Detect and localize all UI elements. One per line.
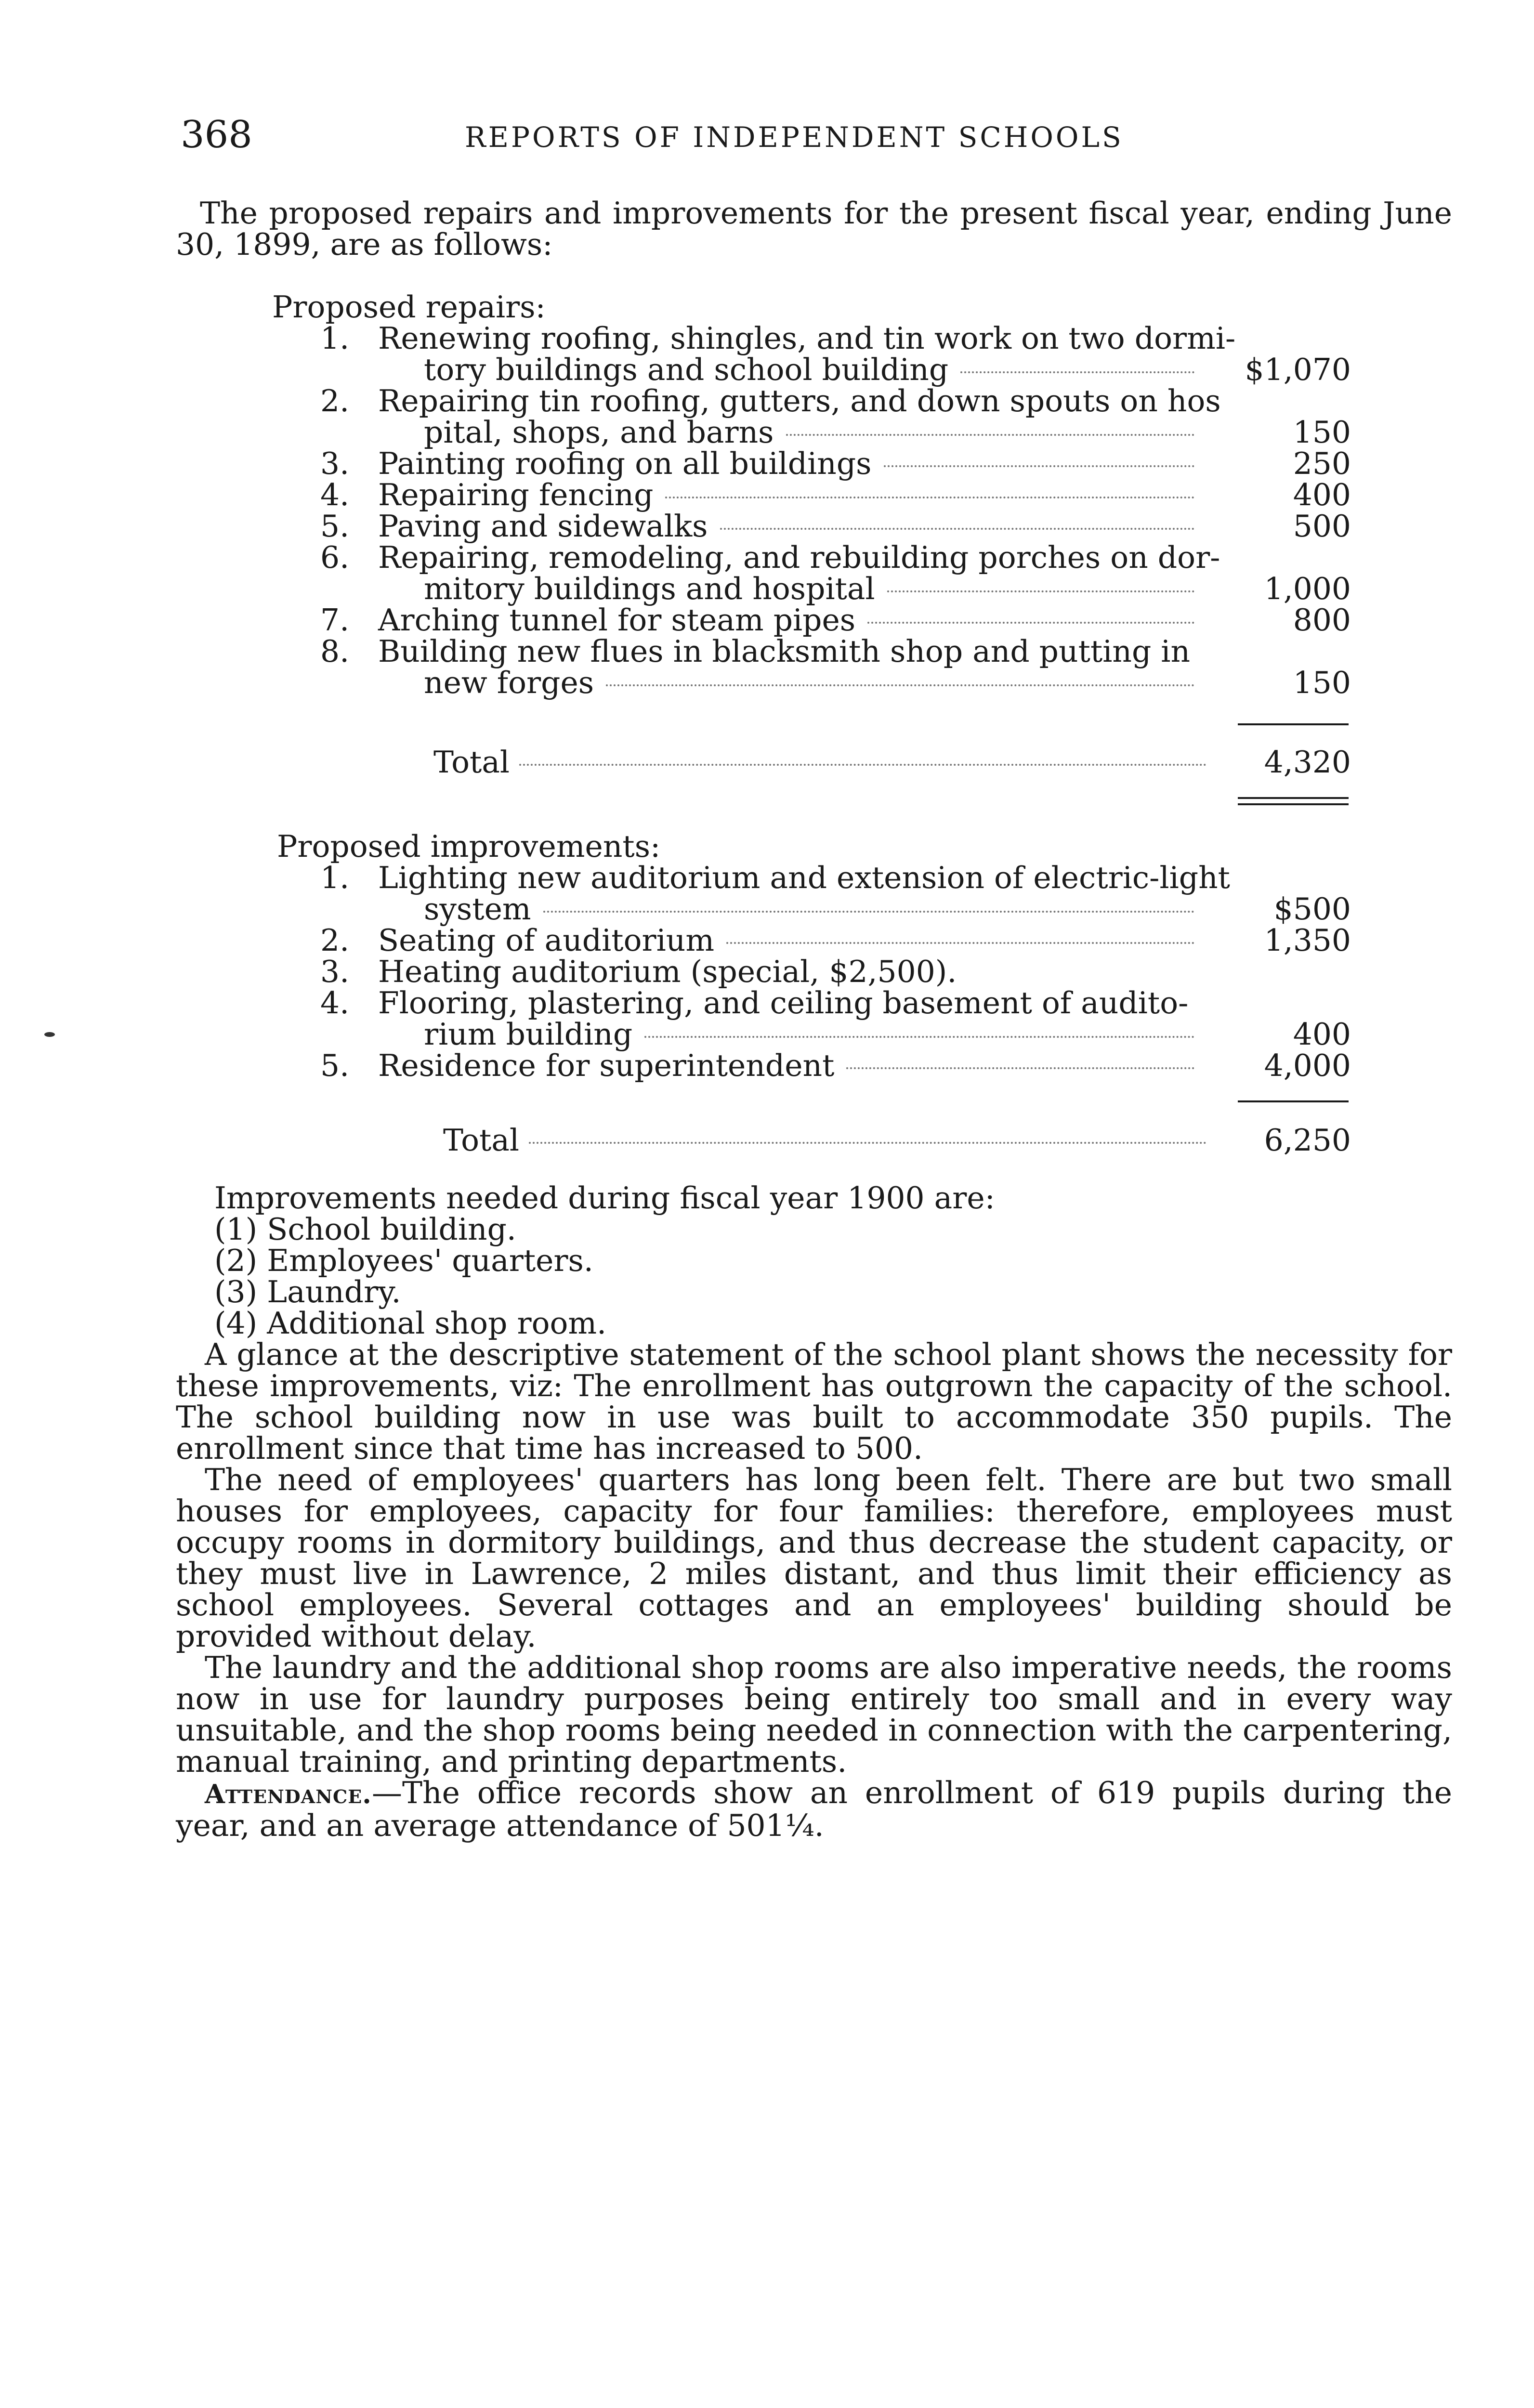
item-amount: 800 (1293, 602, 1351, 638)
improvement-item-2: 2. Seating of auditorium 1,350 (320, 923, 1351, 958)
improvement-item-3: 3. Heating auditorium (special, $2,500). (320, 954, 957, 989)
running-head: REPORTS OF INDEPENDENT SCHOOLS (465, 121, 1124, 154)
repair-item-6: 6. Repairing, remodeling, and rebuilding porches on dor- mitory buildings and hospital 1,000 (320, 540, 1351, 606)
total-amount: 4,320 (1264, 745, 1351, 780)
item-amount: 4,000 (1264, 1048, 1351, 1083)
repairs-total-row (433, 746, 1351, 778)
repair-item-2: 2. Repairing tin roofing, gutters, and down spouts on hos pital, shops, and barns 150 (320, 383, 1351, 450)
item-amount: 250 (1293, 446, 1351, 481)
paragraph: A glance at the descriptive statement of the school plant shows the necessity for these improvements, viz: The enrollment has outgrown the capacity of the school. The school building now in use was built to accommodate 350 pupils. The enrollment since that time has increased to 500. (176, 1337, 1452, 1466)
improvements-total-row (443, 1125, 1351, 1156)
paragraph: The need of employees' quarters has long been felt. There are but two small houses for employees, capacity for four families: therefore, employees must occupy rooms in dormitory buildings, and thus decrease the student capacity, or they must live in Lawrence, 2 miles distant, and thus limit their efficiency as school employees. Several cottages and an employees' building should be provided without delay. (176, 1462, 1452, 1654)
item-number: 4. (320, 477, 350, 512)
page-number: 368 (181, 113, 252, 157)
item-amount: 400 (1293, 477, 1351, 512)
paragraph: The laundry and the additional shop rooms are also imperative needs, the rooms now in use for laundry purposes being entirely too small and in every way unsuitable, and the shop rooms being needed in connection with the carpentering, manual training, and printing departments. (176, 1650, 1452, 1779)
discussion (176, 1339, 1452, 1841)
item-number: 7. (320, 602, 350, 638)
item-number: 8. (320, 634, 350, 669)
total-label: Total (443, 1123, 520, 1158)
item-amount: 400 (1293, 1017, 1351, 1052)
attendance-paragraph: Attendance.—The office records show an enrollment of 619 pupils during the year, and an average attendance of 501¼. (176, 1775, 1452, 1843)
improvements-list (320, 862, 1351, 1081)
needs-item: (1) School building. (214, 1212, 516, 1247)
item-amount: 150 (1293, 665, 1351, 700)
repair-item-7: 7. Arching tunnel for steam pipes 800 (320, 602, 1351, 638)
intro-paragraph: The proposed repairs and improvements for the present fiscal year, ending June 30, 1899, are as follows: (176, 196, 1452, 262)
improvements-heading: Proposed improvements: (277, 829, 661, 864)
repair-item-3: 3. Painting roofing on all buildings 250 (320, 446, 1351, 481)
repairs-heading: Proposed repairs: (272, 289, 546, 325)
repair-item-5: 5. Paving and sidewalks 500 (320, 509, 1351, 544)
item-amount: $1,070 (1245, 352, 1351, 387)
item-number: 5. (320, 509, 350, 544)
item-number: 2. (320, 923, 350, 958)
margin-mark (44, 1032, 55, 1037)
needs-item: (4) Additional shop room. (214, 1306, 607, 1341)
item-number: 1. (320, 321, 350, 356)
subtotal-rule (1238, 1100, 1349, 1102)
subtotal-rule (1238, 723, 1349, 725)
item-number: 4. (320, 985, 350, 1021)
item-amount: 500 (1293, 509, 1351, 544)
repair-item-4: 4. Repairing fencing 400 (320, 477, 1351, 512)
needs-list (214, 1182, 995, 1339)
item-number: 1. (320, 860, 350, 895)
attendance-label: Attendance. (205, 1779, 372, 1809)
total-amount: 6,250 (1264, 1123, 1351, 1158)
repairs-list (320, 323, 1351, 698)
improvement-item-4: 4. Flooring, plastering, and ceiling basement of audito- rium building 400 (320, 985, 1351, 1052)
item-amount: 1,350 (1264, 923, 1351, 958)
needs-item: (2) Employees' quarters. (214, 1243, 593, 1278)
repair-item-8: 8. Building new flues in blacksmith shop and putting in new forges 150 (320, 634, 1351, 700)
improvement-item-1: 1. Lighting new auditorium and extension of electric-light system $500 (320, 860, 1351, 927)
improvement-item-5: 5. Residence for superintendent 4,000 (320, 1048, 1351, 1083)
item-number: 5. (320, 1048, 350, 1083)
item-amount: 150 (1293, 415, 1351, 450)
item-amount: $500 (1273, 891, 1351, 927)
needs-heading: Improvements needed during fiscal year 1900 are: (214, 1180, 995, 1216)
needs-item: (3) Laundry. (214, 1274, 401, 1309)
total-label: Total (433, 745, 510, 780)
item-amount: 1,000 (1264, 571, 1351, 606)
page-header (181, 113, 1351, 166)
item-number: 3. (320, 446, 350, 481)
repair-item-1: 1. Renewing roofing, shingles, and tin work on two dormi- tory buildings and school building $1,070 (320, 321, 1351, 387)
item-number: 6. (320, 540, 350, 575)
item-number: 3. (320, 954, 350, 989)
item-number: 2. (320, 383, 350, 419)
total-double-rule (1238, 797, 1349, 805)
